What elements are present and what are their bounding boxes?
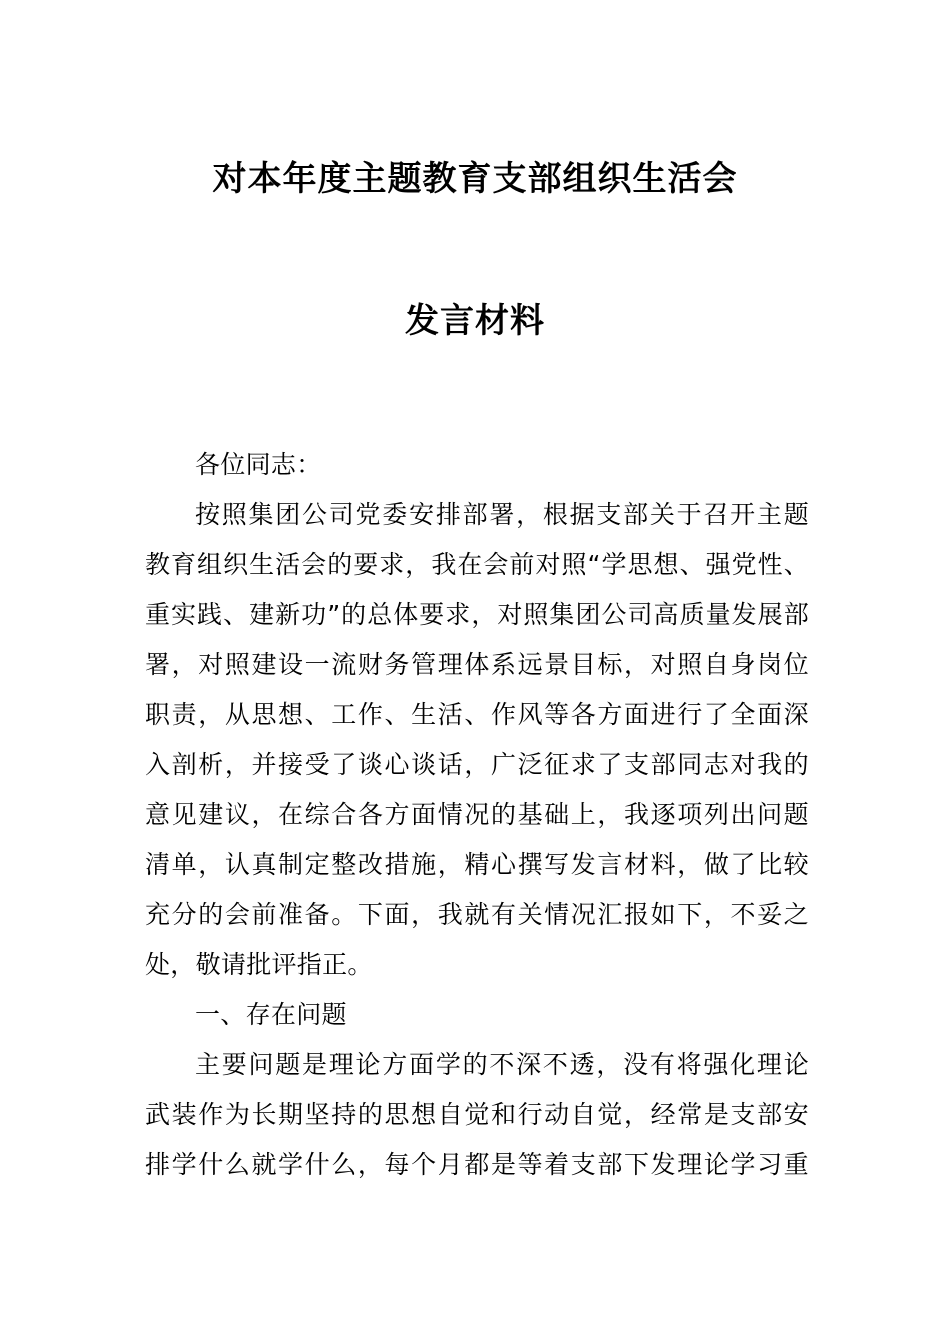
paragraph-1-line: 教育组织生活会的要求，我在会前对照“学思想、强党性、 — [145, 550, 809, 579]
document-title-line-2: 发言材料 — [405, 301, 545, 341]
section-1-heading: 一、存在问题 — [195, 1000, 347, 1029]
paragraph-1-line: 清单，认真制定整改措施，精心撰写发言材料，做了比较 — [145, 850, 809, 879]
paragraph-2-line: 武装作为长期坚持的思想自觉和行动自觉，经常是支部安 — [145, 1100, 809, 1129]
paragraph-1-line: 按照集团公司党委安排部署，根据支部关于召开主题 — [195, 500, 809, 529]
document-body — [145, 440, 809, 1190]
paragraph-1-line: 重实践、建新功”的总体要求，对照集团公司高质量发展部 — [145, 600, 809, 629]
paragraph-1-line: 署，对照建设一流财务管理体系远景目标，对照自身岗位 — [145, 650, 809, 679]
paragraph-2-line: 主要问题是理论方面学的不深不透，没有将强化理论 — [195, 1050, 809, 1079]
salutation: 各位同志： — [195, 450, 322, 479]
paragraph-1-line: 处，敬请批评指正。 — [145, 950, 373, 979]
document-title-line-1: 对本年度主题教育支部组织生活会 — [212, 159, 738, 199]
paragraph-1-line: 职责，从思想、工作、生活、作风等各方面进行了全面深 — [145, 700, 809, 729]
paragraph-1-line: 充分的会前准备。下面，我就有关情况汇报如下，不妥之 — [145, 900, 809, 929]
paragraph-1-line: 入剖析，并接受了谈心谈话，广泛征求了支部同志对我的 — [145, 750, 809, 779]
paragraph-2-line: 排学什么就学什么，每个月都是等着支部下发理论学习重 — [145, 1150, 809, 1179]
paragraph-1-line: 意见建议，在综合各方面情况的基础上，我逐项列出问题 — [145, 800, 809, 829]
